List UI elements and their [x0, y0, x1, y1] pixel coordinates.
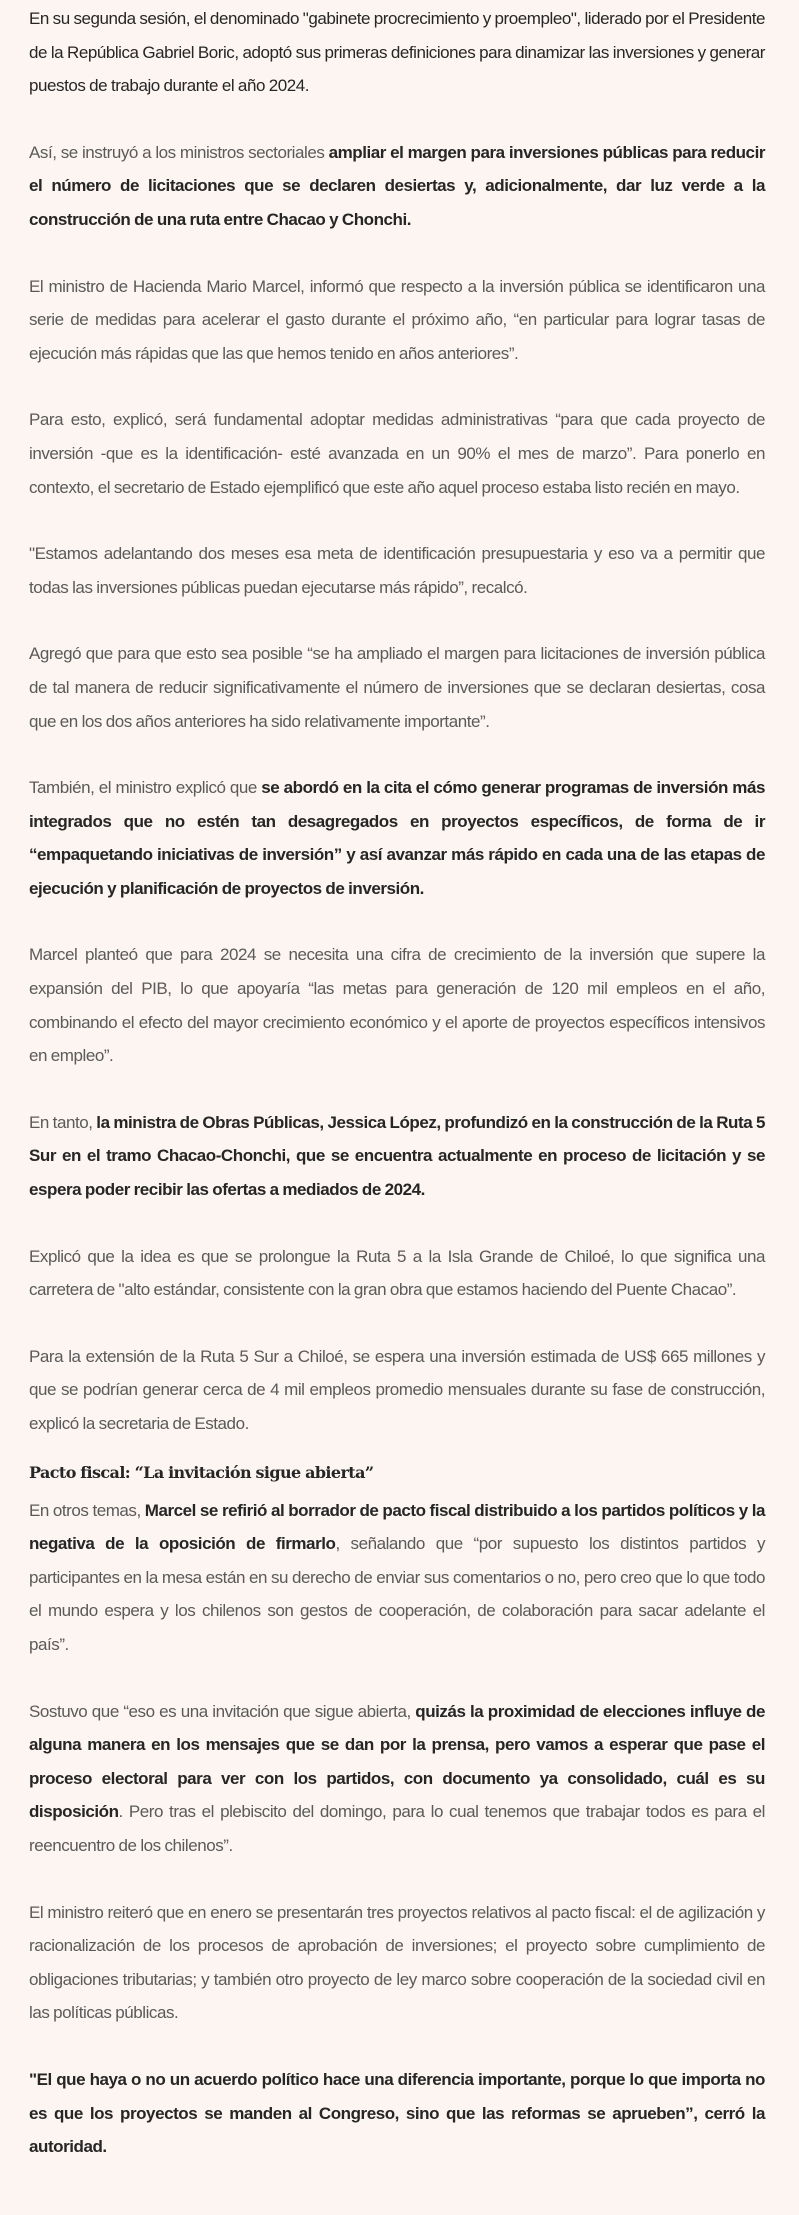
paragraph-text: Sostuvo que “eso es una invitación que sigue abierta, — [29, 1701, 416, 1721]
paragraph-text: También, el ministro explicó que — [29, 778, 262, 798]
paragraph-text: En tanto, — [29, 1112, 97, 1132]
paragraph-text: El ministro de Hacienda Mario Marcel, informó que respecto a la inversión pública se identificaron una serie de medidas para acelerar el gasto durante el próximo año, “en particular para lograr tasas de ejecución más rápidas que las que hemos tenido en años anteriores”. — [29, 276, 765, 363]
bold-text: "El que haya o no un acuerdo político hace una diferencia importante, porque lo que importa no es que los proyectos se manden al Congreso, sino que las reformas se aprueben”, cerró la autoridad. — [29, 2069, 765, 2157]
article-paragraph — [29, 1896, 765, 2030]
paragraph-text: Explicó que la idea es que se prolongue la Ruta 5 a la Isla Grande de Chiloé, lo que significa una carretera de "alto estándar, consistente con la gran obra que estamos haciendo del Puente Chacao”. — [29, 1246, 765, 1300]
paragraph-text: , señalando que “por supuesto los distintos partidos y participantes en la mesa están en su derecho de enviar sus comentarios o no, pero creo que lo que todo el mundo espera y los chilenos son gestos de cooperación, de colaboración para sacar adelante el país”. — [29, 1534, 765, 1654]
section-heading: Pacto fiscal: “La invitación sigue abierta” — [29, 1462, 374, 1482]
article-paragraph — [29, 1494, 765, 1662]
article-paragraph — [29, 1340, 765, 1441]
paragraph-text: Para esto, explicó, será fundamental adoptar medidas administrativas “para que cada proyecto de inversión -que es la identificación- esté avanzada en un 90% el mes de marzo”. Para ponerlo en contexto, el secretario de Estado ejemplificó que este año aquel proceso estaba listo recién en mayo. — [29, 410, 765, 497]
paragraph-text: Para la extensión de la Ruta 5 Sur a Chiloé, se espera una inversión estimada de US$ 665 millones y que se podrían generar cerca de 4 mil empleos promedio mensuales durante su fase de construcción, explicó la secretaria de Estado. — [29, 1346, 765, 1433]
paragraph-text: En otros temas, — [29, 1500, 145, 1520]
article-paragraph — [29, 403, 765, 504]
article-paragraph — [29, 771, 765, 905]
paragraph-text: "Estamos adelantando dos meses esa meta de identificación presupuestaria y eso va a permitir que todas las inversiones públicas puedan ejecutarse más rápido”, recalcó. — [29, 544, 765, 597]
lead-paragraph — [29, 2, 765, 103]
paragraph-text: Agregó que para que esto sea posible “se ha ampliado el margen para licitaciones de inversión pública de tal manera de reducir significativamente el número de inversiones que se declaran desiertas, cosa que en los dos años anteriores ha sido relativamente importante”. — [29, 644, 765, 731]
bold-text: Marcel se refirió al borrador de pacto fiscal distribuido a los partidos políticos y la negativa de la oposición de firmarlo — [29, 1500, 765, 1554]
paragraph-text: Así, se instruyó a los ministros sectoriales — [29, 142, 329, 162]
paragraph-text: En su segunda sesión, el denominado "gabinete procrecimiento y proempleo", liderado por el Presidente de la República Gabriel Boric, adoptó sus primeras definiciones para dinamizar las inversiones y generar puestos de trabajo durante el año 2024. — [29, 9, 765, 96]
article-paragraph — [29, 270, 765, 371]
article-paragraph — [29, 1106, 765, 1207]
article-paragraph — [29, 537, 765, 604]
paragraph-text: Marcel planteó que para 2024 se necesita una cifra de crecimiento de la inversión que supere la expansión del PIB, lo que apoyaría “las metas para generación de 120 mil empleos en el año, combinando el efecto del mayor crecimiento económico y el aporte de proyectos específicos intensivos en empleo”. — [29, 945, 765, 1066]
article-paragraph — [29, 1240, 765, 1307]
bold-text: quizás la proximidad de elecciones influye de alguna manera en los mensajes que se dan por la prensa, pero vamos a esperar que pase el proceso electoral para ver con los partidos, con documento ya consolidado, cuál es su disposición — [29, 1701, 765, 1822]
bold-text: se abordó en la cita el cómo generar programas de inversión más integrados que no estén tan desagregados en proyectos específicos, de forma de ir “empaquetando iniciativas de inversión” y así avanzar más rápido en cada una de las etapas de ejecución y planificación de proyectos de inversión. — [29, 778, 765, 898]
bold-text: ampliar el margen para inversiones públicas para reducir el número de licitaciones que se declaren desiertas y, adicionalmente, dar luz verde a la construcción de una ruta entre Chacao y Chonchi. — [29, 142, 766, 229]
article-paragraph — [29, 938, 765, 1072]
paragraph-text: . Pero tras el plebiscito del domingo, para lo cual tenemos que trabajar todos es para el reencuentro de los chilenos”. — [29, 1802, 765, 1855]
article-paragraph — [29, 1695, 765, 1863]
article-paragraph — [29, 2063, 765, 2164]
article-paragraph — [29, 136, 765, 237]
article-paragraph — [29, 637, 765, 738]
bold-text: la ministra de Obras Públicas, Jessica López, profundizó en la construcción de la Ruta 5 Sur en el tramo Chacao-Chonchi, que se encuentra actualmente en proceso de licitación y se espera poder recibir las ofertas a mediados de 2024. — [29, 1112, 765, 1200]
paragraph-text: El ministro reiteró que en enero se presentarán tres proyectos relativos al pacto fiscal: el de agilización y racionalización de los procesos de aprobación de inversiones; el proyecto sobre cumplimiento de obligaciones tributarias; y también otro proyecto de ley marco sobre cooperación de la sociedad civil en las políticas públicas. — [29, 1902, 765, 2023]
